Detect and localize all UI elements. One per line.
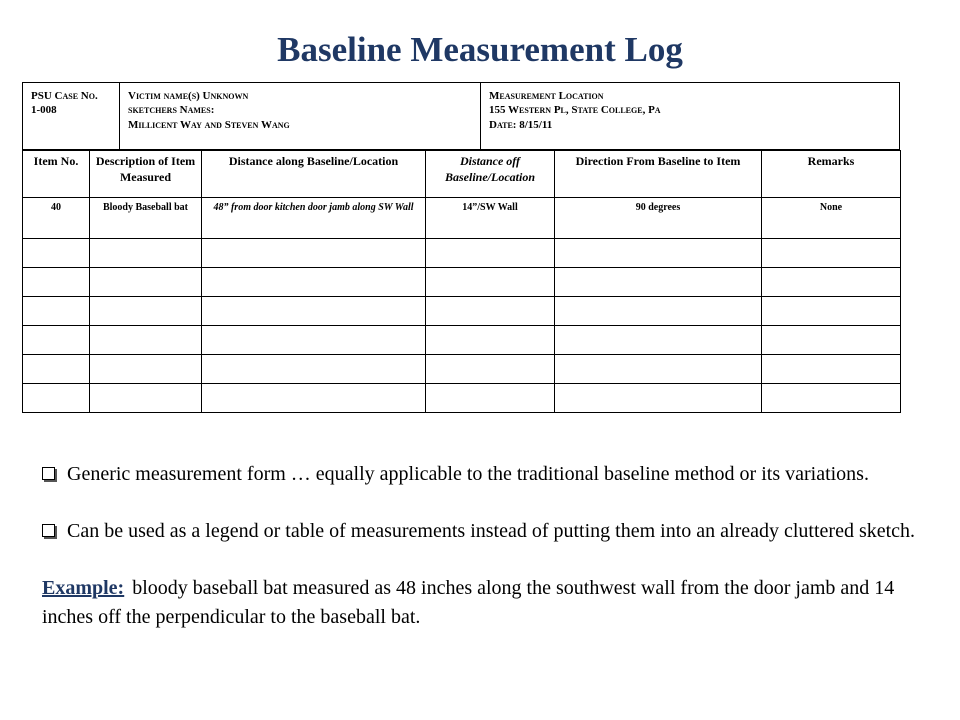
location-label: Measurement Location	[489, 90, 604, 102]
note-text-2: Can be used as a legend or table of measurements instead of putting them into an already cluttered sketch.	[67, 520, 916, 542]
measurement-table	[22, 150, 901, 413]
empty-cell[interactable]	[23, 297, 90, 326]
checkbox-bullet-icon	[42, 524, 55, 537]
table-row	[23, 355, 901, 384]
note-bullet-1	[42, 460, 922, 489]
empty-cell[interactable]	[762, 355, 901, 384]
empty-cell[interactable]	[90, 297, 202, 326]
empty-cell[interactable]	[90, 355, 202, 384]
col-header-item-no: Item No.	[23, 151, 90, 198]
cell-distance-off: 14”/SW Wall	[426, 198, 555, 239]
empty-cell[interactable]	[90, 326, 202, 355]
empty-cell[interactable]	[555, 239, 762, 268]
empty-cell[interactable]	[202, 239, 426, 268]
empty-cell[interactable]	[762, 268, 901, 297]
empty-cell[interactable]	[202, 355, 426, 384]
empty-cell[interactable]	[426, 297, 555, 326]
table-row	[23, 384, 901, 413]
empty-cell[interactable]	[23, 326, 90, 355]
empty-cell[interactable]	[762, 297, 901, 326]
empty-cell[interactable]	[762, 326, 901, 355]
date-label: Date:	[489, 118, 517, 131]
cell-distance-along: 48” from door kitchen door jamb along SW Wall	[202, 198, 426, 239]
notes-section	[42, 460, 922, 632]
cell-description: Bloody Baseball bat	[90, 198, 202, 239]
table-row	[23, 239, 901, 268]
table-row	[23, 198, 901, 239]
empty-cell[interactable]	[426, 239, 555, 268]
example-label: Example:	[42, 577, 125, 599]
empty-cell[interactable]	[555, 384, 762, 413]
victim-cell	[120, 83, 481, 149]
empty-cell[interactable]	[202, 384, 426, 413]
empty-cell[interactable]	[90, 239, 202, 268]
empty-cell[interactable]	[426, 355, 555, 384]
date-line	[489, 118, 891, 132]
col-header-distance-along: Distance along Baseline/Location	[202, 151, 426, 198]
empty-cell[interactable]	[202, 268, 426, 297]
empty-cell[interactable]	[90, 384, 202, 413]
victim-label: Victim name(s) Unknown	[128, 90, 249, 102]
empty-cell[interactable]	[90, 268, 202, 297]
table-row	[23, 297, 901, 326]
cell-item-no: 40	[23, 198, 90, 239]
empty-cell[interactable]	[555, 268, 762, 297]
col-header-description: Description of Item Measured	[90, 151, 202, 198]
note-text-1: Generic measurement form … equally applicable to the traditional baseline method or its variations.	[67, 463, 869, 485]
case-header	[22, 82, 900, 150]
empty-cell[interactable]	[23, 268, 90, 297]
empty-cell[interactable]	[23, 239, 90, 268]
empty-cell[interactable]	[426, 326, 555, 355]
empty-cell[interactable]	[426, 268, 555, 297]
empty-cell[interactable]	[762, 239, 901, 268]
cell-remarks: None	[762, 198, 901, 239]
table-row	[23, 326, 901, 355]
empty-cell[interactable]	[23, 355, 90, 384]
sketchers-label: sketchers Names:	[128, 104, 215, 117]
sketchers-value: Millicent Way and Steven Wang	[128, 118, 290, 131]
example-text: bloody baseball bat measured as 48 inches along the southwest wall from the door jamb and 14 inches off the perpendicular to the baseball bat.	[42, 577, 895, 628]
empty-cell[interactable]	[555, 297, 762, 326]
col-header-remarks: Remarks	[762, 151, 901, 198]
empty-cell[interactable]	[202, 326, 426, 355]
case-label: PSU Case No.	[31, 90, 98, 102]
checkbox-bullet-icon	[42, 467, 55, 480]
cell-direction: 90 degrees	[555, 198, 762, 239]
table-header-row	[23, 151, 901, 198]
empty-cell[interactable]	[555, 355, 762, 384]
empty-cell[interactable]	[202, 297, 426, 326]
date-value: 8/15/11	[519, 118, 553, 131]
page-title: Baseline Measurement Log	[277, 30, 683, 69]
example-note	[42, 574, 922, 632]
col-header-direction: Direction From Baseline to Item	[555, 151, 762, 198]
empty-cell[interactable]	[762, 384, 901, 413]
location-value: 155 Western Pl, State College, Pa	[489, 104, 661, 117]
empty-cell[interactable]	[23, 384, 90, 413]
case-number: 1-008	[31, 104, 57, 117]
empty-cell[interactable]	[555, 326, 762, 355]
location-cell	[481, 83, 899, 149]
col-header-distance-off: Distance off Baseline/Location	[426, 151, 555, 198]
empty-cell[interactable]	[426, 384, 555, 413]
note-bullet-2	[42, 517, 922, 546]
table-row	[23, 268, 901, 297]
case-cell	[23, 83, 120, 149]
